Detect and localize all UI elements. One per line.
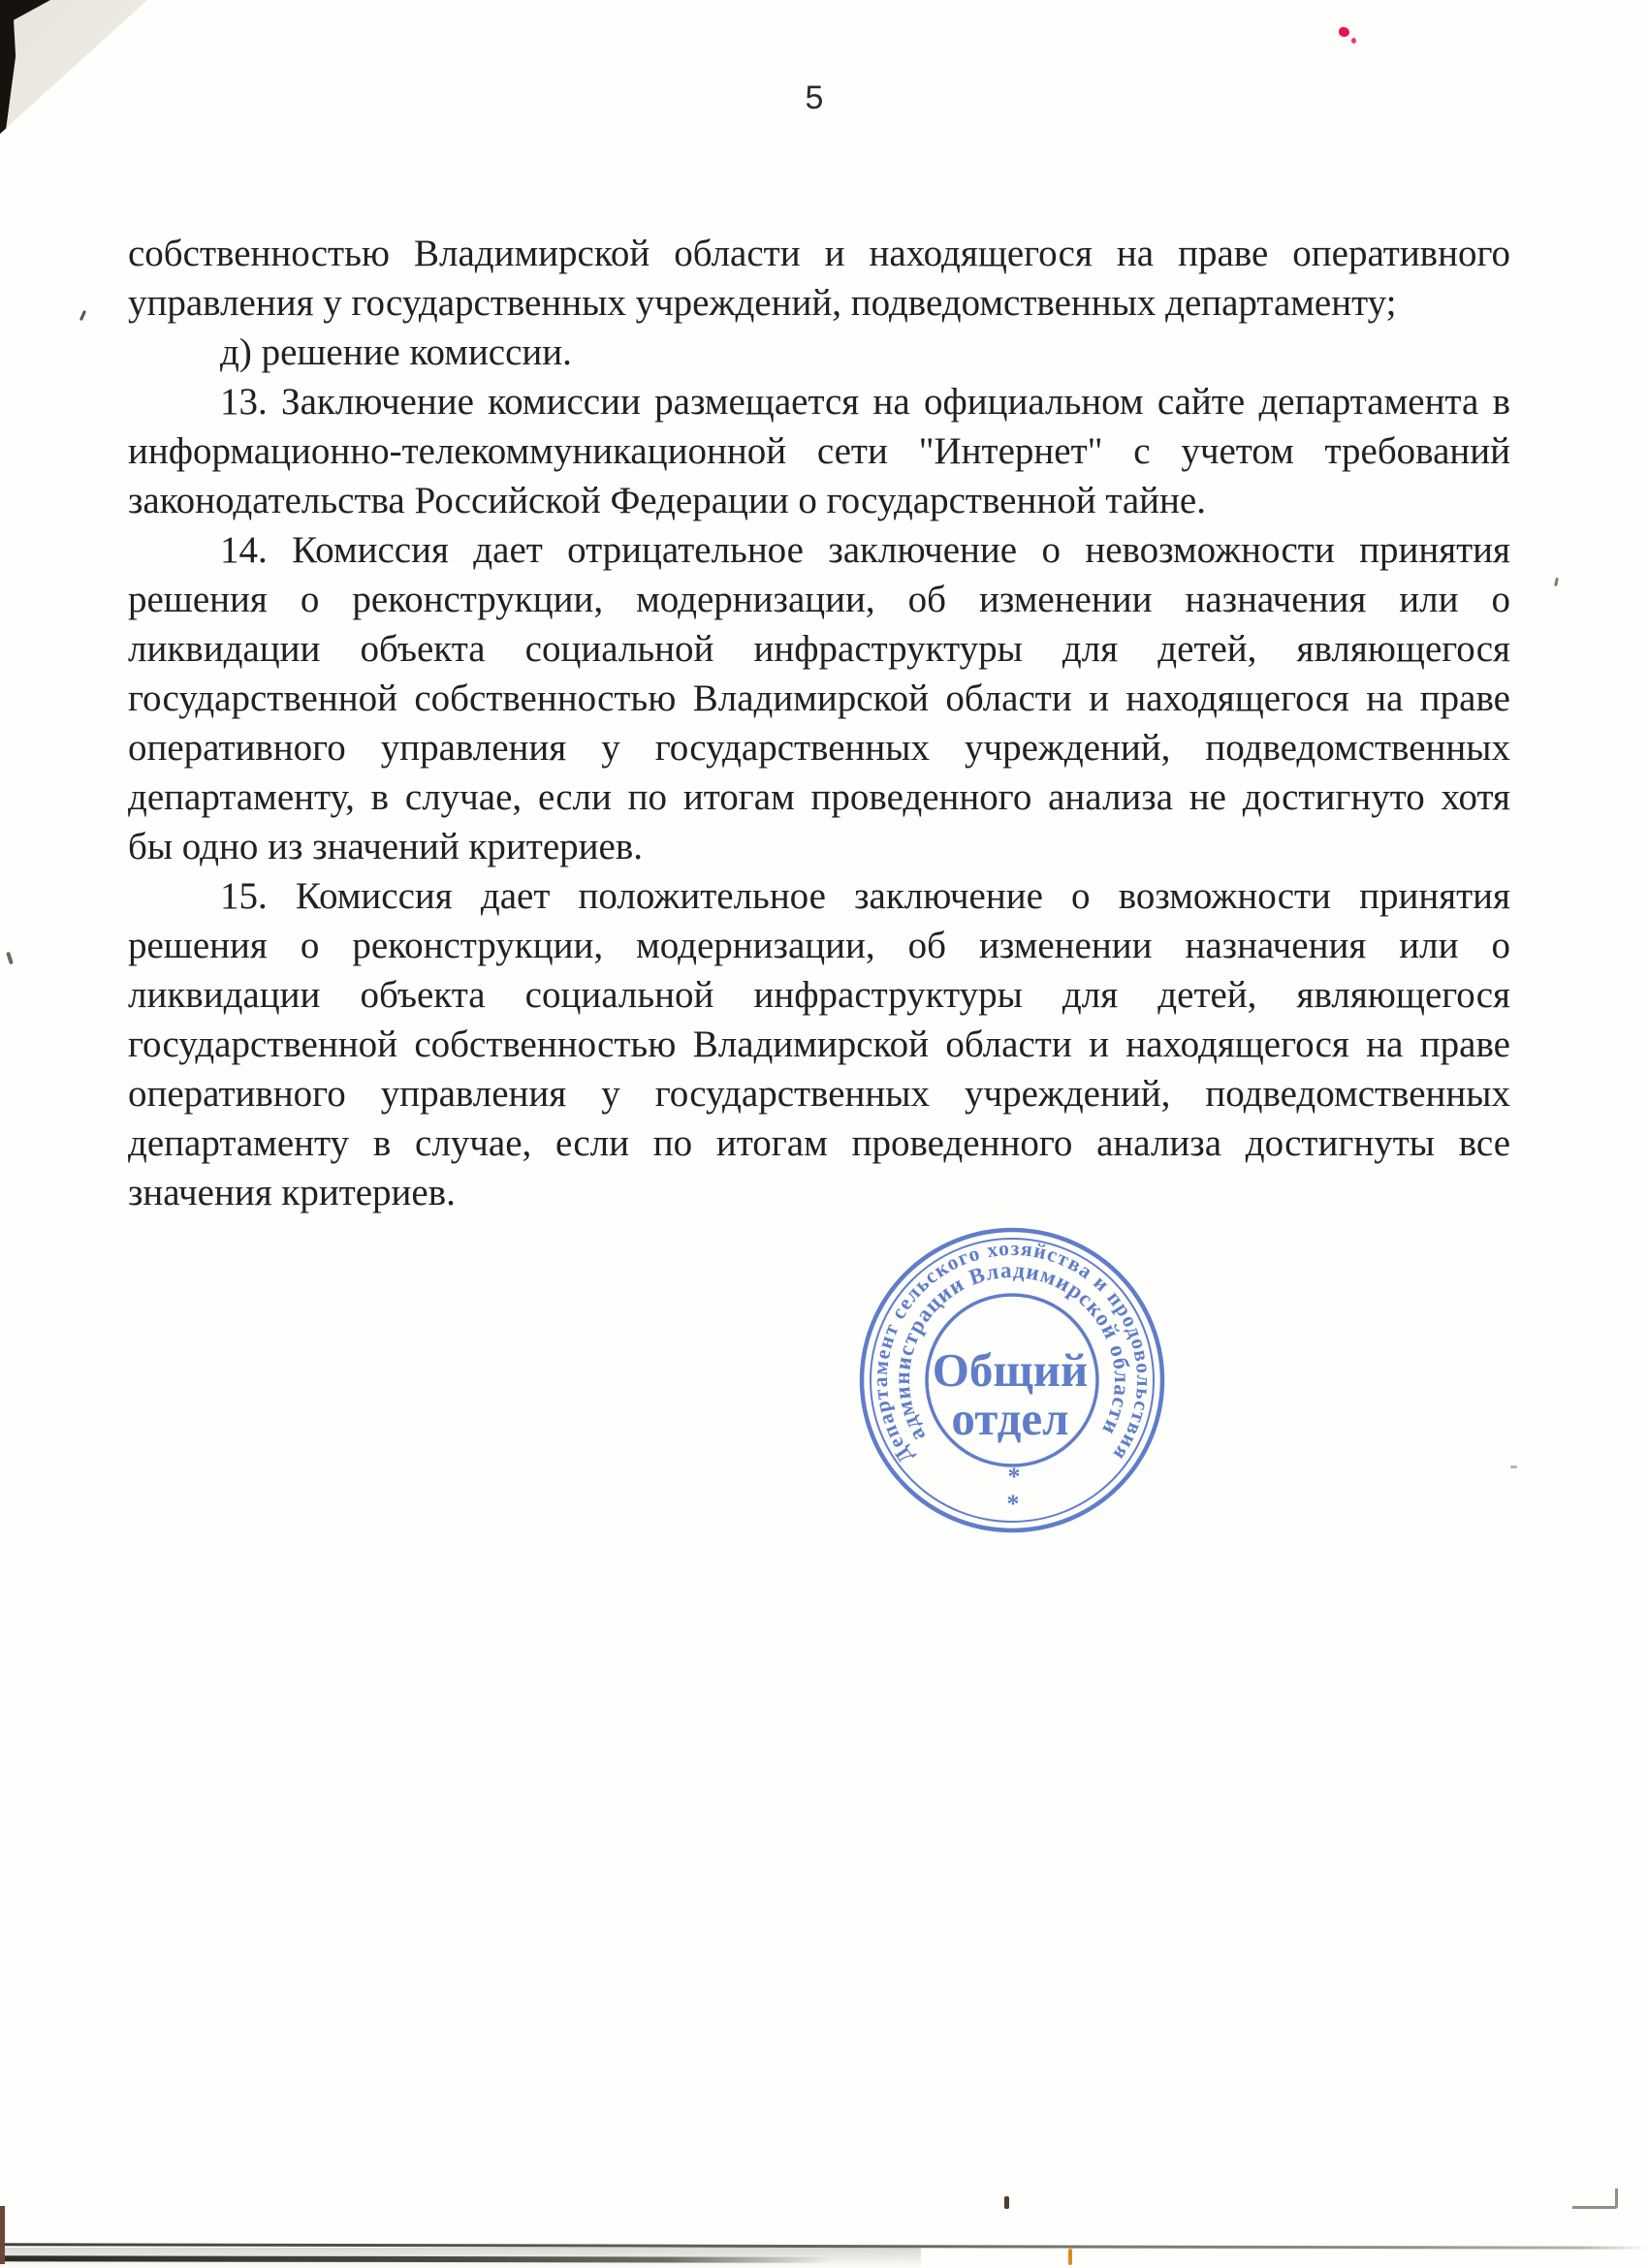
text-line: собственностью Владимирской области и находящегося на праве оперативного — [128, 233, 1510, 274]
text-line: 14. Комиссия дает отрицательное заключение о невозможности принятия — [220, 529, 1510, 571]
text-line: значения критериев. — [128, 1172, 456, 1213]
text-line: д) решение комиссии. — [220, 331, 572, 373]
page-number: 5 — [805, 79, 824, 116]
scan-speck — [6, 952, 14, 965]
text-line: оперативного управления у государственных учреждений, подведомственных — [128, 727, 1510, 769]
scan-speck — [1068, 2249, 1072, 2265]
text-line: государственной собственностью Владимирской области и находящегося на праве — [128, 677, 1510, 719]
stamp-star: * — [1007, 1463, 1021, 1491]
text-line: управления у государственных учреждений, подведомственных департаменту; — [128, 282, 1397, 324]
scan-corner-fold — [0, 0, 147, 134]
stamp-star: * — [1006, 1490, 1020, 1518]
scan-edge-mark — [0, 2206, 5, 2264]
text-line: информационно-телекоммуникационной сети "Интернет" с учетом требований — [128, 430, 1510, 472]
scan-speck — [1554, 578, 1559, 586]
scan-speck — [1510, 1465, 1517, 1468]
red-ink-speck — [1351, 38, 1356, 44]
text-line: ликвидации объекта социальной инфраструктуры для детей, являющегося — [128, 974, 1510, 1016]
text-line: департаменту в случае, если по итогам проведенного анализа достигнуты все — [128, 1122, 1510, 1164]
text-line: 13. Заключение комиссии размещается на официальном сайте департамента в — [220, 381, 1510, 423]
red-ink-speck — [1339, 27, 1349, 37]
document-text — [128, 229, 1510, 1217]
stamp-inner-ring-text: администрации Владимирской области — [889, 1257, 1135, 1446]
text-line: государственной собственностью Владимирской области и находящегося на праве — [128, 1024, 1510, 1065]
stamp-center-text-line2: отдел — [951, 1392, 1069, 1445]
scan-edge-mark — [1572, 2189, 1618, 2209]
stamp-center-text-line1: Общий — [932, 1343, 1089, 1397]
stamp-outer-ring-text: Департамент сельского хозяйства и продовольствия — [868, 1236, 1157, 1468]
official-round-stamp — [857, 1225, 1167, 1535]
text-line: решения о реконструкции, модернизации, об изменении назначения или о — [128, 925, 1510, 966]
text-line: оперативного управления у государственных учреждений, подведомственных — [128, 1073, 1510, 1115]
text-line: департаменту, в случае, если по итогам проведенного анализа не достигнуто хотя — [128, 776, 1510, 818]
text-line: ликвидации объекта социальной инфраструктуры для детей, являющегося — [128, 628, 1510, 670]
text-line: бы одно из значений критериев. — [128, 826, 643, 867]
text-line: 15. Комиссия дает положительное заключение о возможности принятия — [220, 875, 1510, 917]
text-line: законодательства Российской Федерации о государственной тайне. — [128, 480, 1206, 521]
scan-speck — [1004, 2196, 1009, 2209]
text-line: решения о реконструкции, модернизации, об изменении назначения или о — [128, 579, 1510, 620]
scan-speck — [79, 310, 86, 321]
